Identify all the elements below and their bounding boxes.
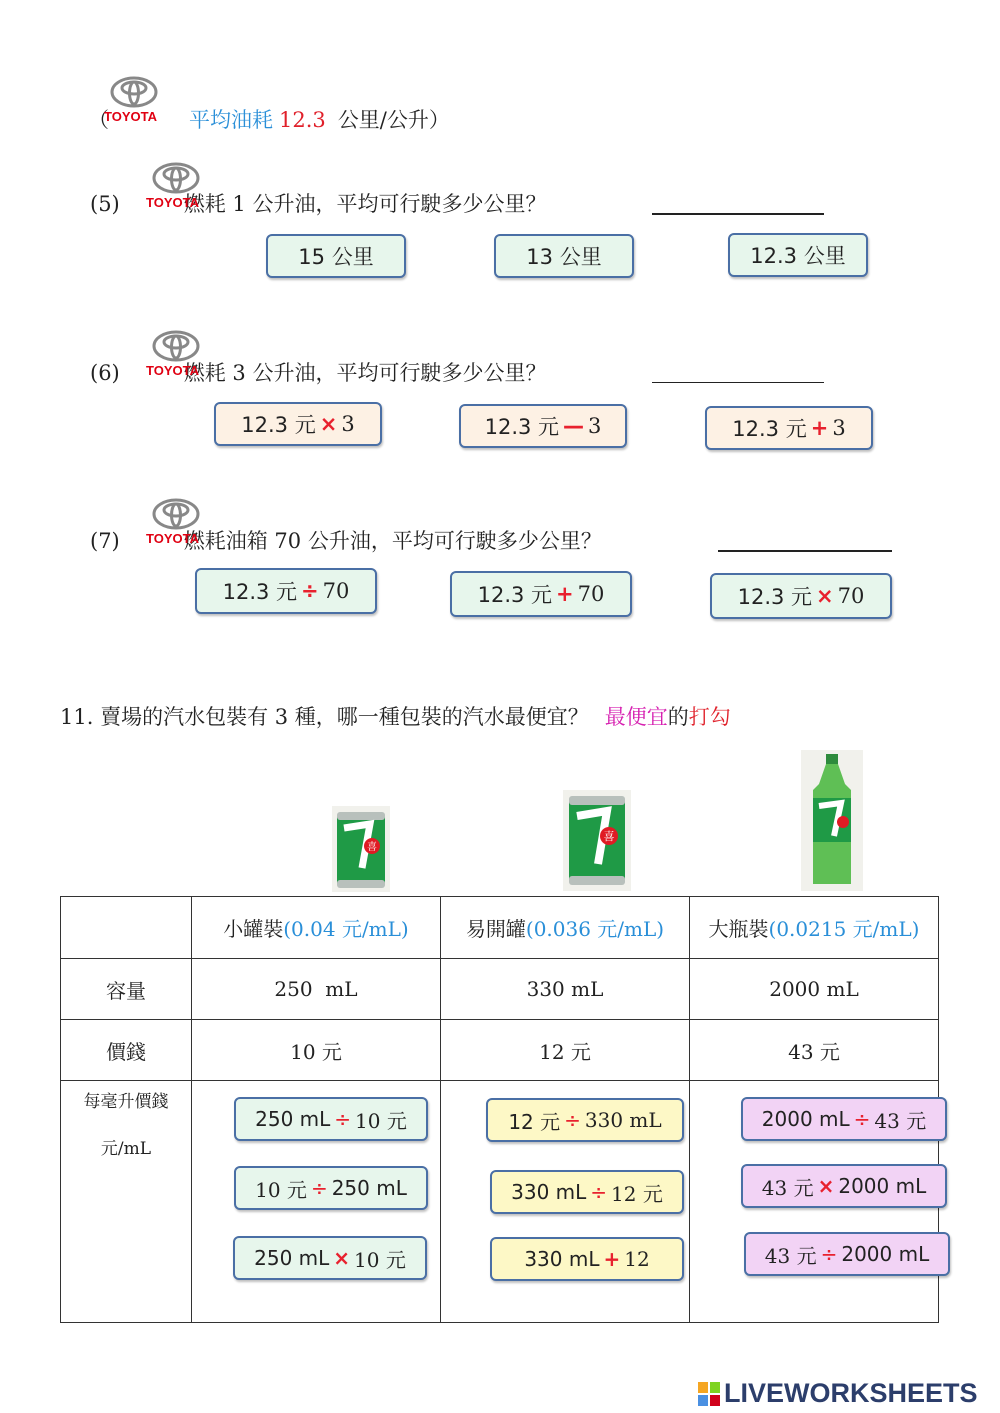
header-large-bottle: 大瓶裝(0.0215 元/mL): [690, 897, 939, 959]
operand-left: 12.3 元: [484, 415, 560, 439]
operator: ÷: [310, 1176, 328, 1200]
toyota-logo: [146, 498, 208, 546]
choice-medium-1[interactable]: [486, 1098, 684, 1142]
q7-option-3[interactable]: [710, 573, 892, 619]
header-small-can: 小罐裝(0.04 元/mL): [192, 897, 441, 959]
operand-right: 3: [832, 416, 846, 440]
option-label: 15 公里: [298, 245, 374, 269]
operator: ÷: [853, 1107, 871, 1131]
liveworksheets-wordmark: LIVEWORKSHEETS: [724, 1378, 978, 1408]
operand-right: 12: [624, 1247, 650, 1271]
open-paren: （: [88, 108, 109, 132]
hint-cheapest: 最便宜: [604, 705, 668, 729]
large-bottle-image: [801, 750, 863, 891]
operator: ×: [816, 584, 834, 608]
toyota-wordmark: TOYOTA: [104, 109, 157, 124]
hint-of: 的: [667, 705, 689, 729]
answer-blank-5[interactable]: [652, 213, 824, 215]
toyota-logo: [146, 330, 208, 378]
answer-blank-7[interactable]: [718, 550, 892, 552]
operator: ÷: [564, 1108, 581, 1132]
choice-large-2[interactable]: [741, 1164, 947, 1208]
row-label-volume: 容量: [61, 959, 192, 1020]
operand-right: 70: [837, 584, 865, 608]
q6-option-3[interactable]: [705, 406, 873, 450]
toyota-logo: [146, 162, 208, 210]
price-large: 43 元: [690, 1020, 939, 1081]
volume-medium: 330 mL: [441, 959, 690, 1020]
operator: —: [563, 414, 585, 438]
operand-right: 70: [577, 582, 605, 606]
q7-option-1[interactable]: [195, 568, 377, 614]
toyota-emblem-icon: [152, 330, 200, 362]
toyota-wordmark: TOYOTA: [146, 195, 199, 210]
question-text: 燃耗 1 公升油，平均可行駛多少公里？: [183, 192, 547, 216]
operand-right: 250 mL: [331, 1176, 407, 1200]
operator: +: [810, 416, 829, 440]
corner-cell: [61, 897, 192, 959]
per-ml-label: 每毫升價錢: [83, 1092, 169, 1112]
operator: ×: [817, 1174, 835, 1198]
choice-medium-3[interactable]: [490, 1237, 684, 1281]
header-phrase: 平均油耗: [189, 108, 273, 132]
operand-right: 3: [588, 414, 602, 438]
operand-right: 2000 mL: [841, 1242, 930, 1266]
price-small: 10 元: [192, 1020, 441, 1081]
liveworksheets-logo: [698, 1378, 978, 1409]
operand-right: 12 元: [611, 1181, 663, 1206]
operator: ÷: [334, 1107, 352, 1131]
header-easy-open-can: 易開罐(0.036 元/mL): [441, 897, 690, 959]
operand-left: 250 mL: [254, 1246, 330, 1270]
option-label: 12.3 公里: [750, 244, 846, 268]
q6-option-1[interactable]: [214, 402, 382, 446]
can-badge: 喜: [603, 830, 615, 843]
q5-option-2[interactable]: [494, 234, 634, 278]
toyota-logo: [104, 76, 166, 124]
operand-left: 12.3 元: [222, 580, 298, 604]
volume-large: 2000 mL: [690, 959, 939, 1020]
question-number: (5): [90, 192, 120, 216]
operand-right: 70: [322, 579, 350, 603]
toyota-emblem-icon: [110, 76, 158, 108]
option-label: 13 公里: [526, 245, 602, 269]
operator: +: [603, 1247, 621, 1271]
operand-right: 2000 mL: [838, 1174, 927, 1198]
q6-option-2[interactable]: [459, 404, 627, 448]
question-11: [60, 701, 731, 731]
answer-blank-6[interactable]: [652, 382, 824, 383]
operand-left: 12.3 元: [737, 585, 813, 609]
toyota-emblem-icon: [152, 162, 200, 194]
operand-left: 12.3 元: [241, 413, 316, 437]
small-can-image: [332, 806, 390, 892]
operator: ×: [319, 412, 338, 436]
operator: +: [556, 582, 574, 606]
operand-left: 12 元: [508, 1109, 561, 1134]
toyota-wordmark: TOYOTA: [146, 363, 199, 378]
operand-left: 12.3 元: [732, 417, 807, 441]
operand-left: 2000 mL: [761, 1107, 850, 1131]
choice-medium-2[interactable]: [490, 1170, 684, 1214]
operand-right: 43 元: [874, 1108, 927, 1133]
operand-right: 10 元: [355, 1108, 407, 1133]
hint-tick: 打勾: [688, 705, 731, 729]
choice-small-2[interactable]: [234, 1166, 428, 1210]
operand-left: 330 mL: [511, 1180, 587, 1204]
q5-option-1[interactable]: [266, 234, 406, 278]
medium-can-image: [563, 790, 631, 891]
operator: ÷: [820, 1242, 838, 1266]
operand-right: 10 元: [354, 1247, 406, 1272]
choice-small-1[interactable]: [234, 1097, 428, 1141]
operand-left: 43 元: [761, 1175, 814, 1200]
choice-small-3[interactable]: [233, 1236, 427, 1280]
question-number: (6): [90, 361, 120, 385]
volume-small: 250 mL: [192, 959, 441, 1020]
toyota-wordmark: TOYOTA: [146, 531, 199, 546]
operator: ×: [333, 1246, 351, 1270]
question-text: 燃耗油箱 70 公升油，平均可行駛多少公里？: [183, 529, 602, 553]
toyota-emblem-icon: [152, 498, 200, 530]
header-value: 12.3: [279, 108, 326, 132]
operand-left: 12.3 元: [477, 583, 553, 607]
can-badge: 喜: [367, 842, 377, 853]
operand-right: 330 mL: [584, 1108, 662, 1132]
per-ml-unit: 元/mL: [100, 1139, 152, 1159]
question-text: 燃耗 3 公升油，平均可行駛多少公里？: [183, 361, 547, 385]
liveworksheets-icon: [698, 1382, 720, 1406]
row-label-price: 價錢: [61, 1020, 192, 1081]
price-medium: 12 元: [441, 1020, 690, 1081]
choice-large-1[interactable]: [741, 1097, 947, 1141]
operand-left: 43 元: [764, 1243, 817, 1268]
choice-large-3[interactable]: [744, 1232, 950, 1276]
row-label-per-ml: [61, 1081, 192, 1323]
operand-right: 3: [341, 412, 355, 436]
operand-left: 250 mL: [255, 1107, 331, 1131]
operand-left: 10 元: [255, 1177, 307, 1202]
header-unit: 公里/公升）: [337, 108, 450, 132]
operator: ÷: [590, 1180, 608, 1204]
question-number: (7): [90, 529, 120, 553]
q7-option-2[interactable]: [450, 571, 632, 617]
q5-option-3[interactable]: [728, 233, 868, 277]
operand-left: 330 mL: [524, 1247, 600, 1271]
question-text: 11. 賣場的汽水包裝有 3 種，哪一種包裝的汽水最便宜？: [60, 705, 589, 729]
operator: ÷: [301, 579, 319, 603]
